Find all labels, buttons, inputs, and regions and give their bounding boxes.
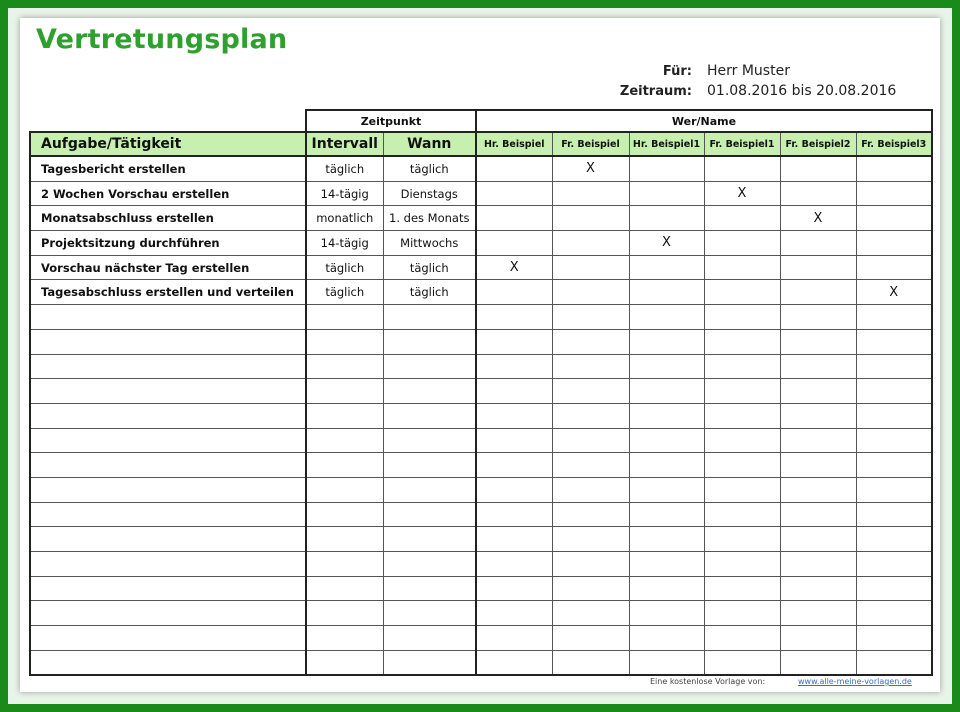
task-cell[interactable] (30, 502, 306, 527)
task-cell[interactable] (30, 453, 306, 478)
intervall-cell[interactable] (306, 428, 383, 453)
task-cell[interactable] (30, 552, 306, 577)
fuer-label: Für: (662, 64, 692, 79)
assignment-cell[interactable] (780, 280, 856, 305)
assignment-cell[interactable] (704, 428, 780, 453)
assignment-cell[interactable] (552, 354, 629, 379)
wann-cell[interactable] (383, 453, 476, 478)
assignment-cell[interactable] (476, 181, 552, 206)
table-row (30, 206, 932, 231)
task-cell[interactable] (30, 428, 306, 453)
assignment-cell[interactable] (552, 181, 629, 206)
person-column-header: Fr. Beispiel3 (856, 132, 932, 156)
assignment-cell[interactable] (780, 626, 856, 651)
assignment-cell[interactable] (780, 305, 856, 330)
assignment-cell[interactable]: X (780, 206, 856, 231)
wann-cell[interactable] (383, 477, 476, 502)
assignment-cell[interactable] (704, 626, 780, 651)
assignment-cell[interactable] (704, 601, 780, 626)
task-cell[interactable] (30, 477, 306, 502)
wann-cell[interactable] (383, 354, 476, 379)
assignment-cell[interactable] (629, 626, 704, 651)
assignment-cell[interactable] (856, 156, 932, 181)
fuer-value: Herr Muster (707, 63, 790, 79)
wann-cell[interactable] (383, 650, 476, 675)
zeitraum-label: Zeitraum: (619, 84, 692, 99)
intervall-cell[interactable] (306, 477, 383, 502)
assignment-cell[interactable] (780, 379, 856, 404)
assignment-cell[interactable] (476, 354, 552, 379)
assignment-cell[interactable] (629, 206, 704, 231)
task-cell[interactable]: Monatsabschluss erstellen (30, 206, 306, 231)
assignment-cell[interactable] (552, 255, 629, 280)
intervall-cell[interactable] (306, 527, 383, 552)
table-row (30, 305, 932, 330)
table-row (30, 403, 932, 428)
person-column-header: Hr. Beispiel1 (629, 132, 704, 156)
wann-cell[interactable] (383, 576, 476, 601)
assignment-cell[interactable] (476, 206, 552, 231)
intervall-cell[interactable] (306, 626, 383, 651)
assignment-cell[interactable] (856, 576, 932, 601)
person-column-header: Fr. Beispiel (552, 132, 629, 156)
assignment-cell[interactable] (780, 650, 856, 675)
zeitpunkt-header: Zeitpunkt (306, 110, 476, 132)
assignment-cell[interactable] (780, 403, 856, 428)
assignment-cell[interactable] (856, 379, 932, 404)
assignment-cell[interactable] (552, 527, 629, 552)
assignment-cell[interactable] (704, 650, 780, 675)
assignment-cell[interactable] (629, 552, 704, 577)
schedule-body (30, 156, 932, 675)
intervall-cell[interactable]: 14-tägig (306, 231, 383, 256)
task-cell[interactable] (30, 527, 306, 552)
assignment-cell[interactable] (552, 403, 629, 428)
assignment-cell[interactable] (704, 502, 780, 527)
assignment-cell[interactable] (856, 626, 932, 651)
assignment-cell[interactable] (476, 527, 552, 552)
footer-text: Eine kostenlose Vorlage von: (650, 677, 766, 686)
assignment-cell[interactable] (629, 403, 704, 428)
intervall-cell[interactable] (306, 329, 383, 354)
intervall-cell[interactable] (306, 403, 383, 428)
assignment-cell[interactable] (704, 280, 780, 305)
intervall-cell[interactable]: täglich (306, 280, 383, 305)
wann-cell[interactable] (383, 428, 476, 453)
zeitraum-value: 01.08.2016 bis 20.08.2016 (707, 83, 897, 99)
task-cell[interactable] (30, 601, 306, 626)
assignment-cell[interactable] (704, 354, 780, 379)
intervall-cell[interactable]: 14-tägig (306, 181, 383, 206)
assignment-cell[interactable] (552, 650, 629, 675)
assignment-cell[interactable] (629, 156, 704, 181)
table-row (30, 576, 932, 601)
assignment-cell[interactable] (552, 576, 629, 601)
wann-cell[interactable]: Dienstags (383, 181, 476, 206)
assignment-cell[interactable] (629, 255, 704, 280)
assignment-cell[interactable] (552, 552, 629, 577)
assignment-cell[interactable] (629, 354, 704, 379)
wann-cell[interactable] (383, 626, 476, 651)
assignment-cell[interactable] (704, 552, 780, 577)
assignment-cell[interactable] (476, 650, 552, 675)
assignment-cell[interactable] (704, 576, 780, 601)
assignment-cell[interactable] (476, 231, 552, 256)
assignment-cell[interactable] (856, 527, 932, 552)
intervall-cell[interactable] (306, 453, 383, 478)
table-row (30, 428, 932, 453)
table-row (30, 626, 932, 651)
assignment-cell[interactable] (552, 206, 629, 231)
assignment-cell[interactable] (476, 428, 552, 453)
task-cell[interactable]: Projektsitzung durchführen (30, 231, 306, 256)
assignment-cell[interactable] (780, 329, 856, 354)
wann-cell[interactable] (383, 552, 476, 577)
table-row (30, 453, 932, 478)
assignment-cell[interactable] (629, 477, 704, 502)
task-cell[interactable]: Vorschau nächster Tag erstellen (30, 255, 306, 280)
wann-cell[interactable] (383, 601, 476, 626)
task-cell[interactable]: Tagesbericht erstellen (30, 156, 306, 181)
assignment-cell[interactable] (780, 156, 856, 181)
task-cell[interactable] (30, 379, 306, 404)
assignment-cell[interactable] (856, 354, 932, 379)
assignment-cell[interactable] (476, 329, 552, 354)
assignment-cell[interactable] (629, 305, 704, 330)
assignment-cell[interactable] (552, 280, 629, 305)
wann-cell[interactable] (383, 502, 476, 527)
intervall-cell[interactable] (306, 576, 383, 601)
task-cell[interactable] (30, 403, 306, 428)
assignment-cell[interactable] (552, 428, 629, 453)
assignment-cell[interactable] (552, 305, 629, 330)
wann-column-header: Wann (383, 132, 476, 156)
intervall-column-header: Intervall (306, 132, 383, 156)
assignment-cell[interactable] (629, 453, 704, 478)
assignment-cell[interactable]: X (552, 156, 629, 181)
intervall-cell[interactable] (306, 552, 383, 577)
assignment-cell[interactable] (704, 453, 780, 478)
table-row (30, 231, 932, 256)
assignment-cell[interactable] (629, 379, 704, 404)
assignment-cell[interactable] (552, 231, 629, 256)
assignment-cell[interactable] (780, 354, 856, 379)
task-cell[interactable] (30, 329, 306, 354)
wann-cell[interactable]: 1. des Monats (383, 206, 476, 231)
intervall-cell[interactable]: täglich (306, 255, 383, 280)
assignment-cell[interactable] (629, 601, 704, 626)
assignment-cell[interactable] (856, 181, 932, 206)
intervall-cell[interactable] (306, 354, 383, 379)
assignment-cell[interactable] (629, 428, 704, 453)
assignment-cell[interactable] (856, 601, 932, 626)
wann-cell[interactable]: täglich (383, 280, 476, 305)
assignment-cell[interactable] (476, 403, 552, 428)
intervall-cell[interactable] (306, 601, 383, 626)
task-column-header: Aufgabe/Tätigkeit (30, 132, 306, 156)
assignment-cell[interactable] (704, 156, 780, 181)
assignment-cell[interactable] (476, 305, 552, 330)
assignment-cell[interactable] (856, 453, 932, 478)
page-title: Vertretungsplan (36, 24, 288, 55)
assignment-cell[interactable] (856, 206, 932, 231)
assignment-cell[interactable] (629, 527, 704, 552)
assignment-cell[interactable] (552, 329, 629, 354)
assignment-cell[interactable] (476, 552, 552, 577)
assignment-cell[interactable] (704, 255, 780, 280)
group-header-row (30, 110, 932, 132)
assignment-cell[interactable] (476, 502, 552, 527)
assignment-cell[interactable] (780, 502, 856, 527)
blank-cell (30, 110, 306, 132)
intervall-cell[interactable] (306, 650, 383, 675)
assignment-cell[interactable] (780, 477, 856, 502)
assignment-cell[interactable] (704, 305, 780, 330)
intervall-cell[interactable] (306, 379, 383, 404)
wann-cell[interactable] (383, 403, 476, 428)
table-row (30, 601, 932, 626)
assignment-cell[interactable] (552, 626, 629, 651)
assignment-cell[interactable] (704, 231, 780, 256)
assignment-cell[interactable] (704, 527, 780, 552)
assignment-cell[interactable] (704, 206, 780, 231)
assignment-cell[interactable] (629, 181, 704, 206)
intervall-cell[interactable]: monatlich (306, 206, 383, 231)
column-header-row (30, 132, 932, 156)
assignment-cell[interactable] (856, 231, 932, 256)
table-row (30, 280, 932, 305)
intervall-cell[interactable] (306, 502, 383, 527)
assignment-cell[interactable] (552, 477, 629, 502)
assignment-cell[interactable] (856, 477, 932, 502)
table-row (30, 477, 932, 502)
assignment-cell[interactable] (629, 576, 704, 601)
assignment-cell[interactable] (780, 552, 856, 577)
table-row (30, 552, 932, 577)
assignment-cell[interactable] (780, 453, 856, 478)
wer-name-header: Wer/Name (476, 110, 932, 132)
assignment-cell[interactable] (629, 502, 704, 527)
assignment-cell[interactable] (856, 428, 932, 453)
assignment-cell[interactable]: X (856, 280, 932, 305)
wann-cell[interactable] (383, 329, 476, 354)
intervall-cell[interactable]: täglich (306, 156, 383, 181)
assignment-cell[interactable] (780, 255, 856, 280)
intervall-cell[interactable] (306, 305, 383, 330)
assignment-cell[interactable] (704, 329, 780, 354)
task-cell[interactable]: Tagesabschluss erstellen und verteilen (30, 280, 306, 305)
assignment-cell[interactable] (704, 403, 780, 428)
assignment-cell[interactable] (780, 527, 856, 552)
wann-cell[interactable] (383, 305, 476, 330)
assignment-cell[interactable] (856, 502, 932, 527)
assignment-cell[interactable] (780, 576, 856, 601)
table-row (30, 354, 932, 379)
task-cell[interactable] (30, 576, 306, 601)
table-row (30, 379, 932, 404)
table-row (30, 181, 932, 206)
assignment-cell[interactable] (780, 601, 856, 626)
assignment-cell[interactable] (476, 379, 552, 404)
assignment-cell[interactable] (629, 280, 704, 305)
assignment-cell[interactable] (856, 403, 932, 428)
assignment-cell[interactable] (780, 231, 856, 256)
assignment-cell[interactable] (856, 650, 932, 675)
assignment-cell[interactable] (552, 502, 629, 527)
assignment-cell[interactable] (704, 379, 780, 404)
assignment-cell[interactable] (856, 305, 932, 330)
assignment-cell[interactable] (780, 428, 856, 453)
assignment-cell[interactable] (476, 280, 552, 305)
wann-cell[interactable]: Mittwochs (383, 231, 476, 256)
footer-link[interactable]: www.alle-meine-vorlagen.de (798, 677, 912, 686)
assignment-cell[interactable]: X (629, 231, 704, 256)
assignment-cell[interactable] (704, 477, 780, 502)
task-cell[interactable] (30, 354, 306, 379)
assignment-cell[interactable] (476, 453, 552, 478)
person-column-header: Fr. Beispiel2 (780, 132, 856, 156)
assignment-cell[interactable] (856, 329, 932, 354)
task-cell[interactable] (30, 626, 306, 651)
table-row (30, 156, 932, 181)
table-row (30, 502, 932, 527)
assignment-cell[interactable] (629, 650, 704, 675)
assignment-cell[interactable] (552, 601, 629, 626)
wann-cell[interactable] (383, 527, 476, 552)
table-row (30, 527, 932, 552)
assignment-cell[interactable]: X (704, 181, 780, 206)
assignment-cell[interactable] (780, 181, 856, 206)
person-column-header: Fr. Beispiel1 (704, 132, 780, 156)
assignment-cell[interactable] (552, 379, 629, 404)
assignment-cell[interactable] (856, 552, 932, 577)
assignment-cell[interactable] (629, 329, 704, 354)
task-cell[interactable]: 2 Wochen Vorschau erstellen (30, 181, 306, 206)
wann-cell[interactable] (383, 379, 476, 404)
wann-cell[interactable]: täglich (383, 255, 476, 280)
task-cell[interactable] (30, 305, 306, 330)
assignment-cell[interactable] (476, 601, 552, 626)
schedule-table (29, 109, 933, 676)
person-column-header: Hr. Beispiel (476, 132, 552, 156)
wann-cell[interactable]: täglich (383, 156, 476, 181)
assignment-cell[interactable] (476, 626, 552, 651)
assignment-cell[interactable] (476, 477, 552, 502)
assignment-cell[interactable] (856, 255, 932, 280)
assignment-cell[interactable] (476, 576, 552, 601)
task-cell[interactable] (30, 650, 306, 675)
assignment-cell[interactable] (476, 156, 552, 181)
assignment-cell[interactable]: X (476, 255, 552, 280)
table-row (30, 329, 932, 354)
table-row (30, 650, 932, 675)
assignment-cell[interactable] (552, 453, 629, 478)
table-row (30, 255, 932, 280)
